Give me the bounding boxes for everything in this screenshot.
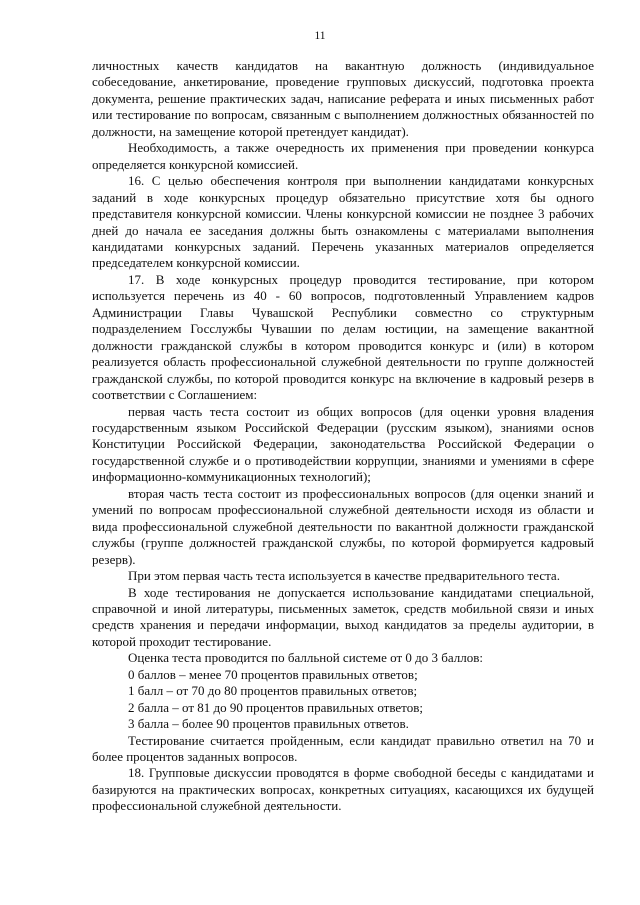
scoring-item: 0 баллов – менее 70 процентов правильных ответов; [128,666,418,682]
paragraph-scoring-intro: Оценка теста проводится по балльной системе от 0 до 3 баллов: [128,650,483,666]
paragraph-test-part-one: первая часть теста состоит из общих вопросов (для оценки уровня владения государственным языком Российской Федерации (русским языком), знаниями основ Конституции Российской Федерации, законодательства Российской Федерации о государственной службе и о противодействии коррупции, знаниями и умениями в сфере информационно-коммуникационных технологий); [92,403,594,485]
scoring-item: 3 балла – более 90 процентов правильных ответов. [128,716,409,732]
paragraph: Необходимость, а также очередность их применения при проведении конкурса определяется конкурсной комиссией. [92,140,594,172]
paragraph-test-part-two: вторая часть теста состоит из профессиональных вопросов (для оценки знаний и умений по вопросам профессиональной служебной деятельности исходя из области и вида профессиональной служебной деятельности по вакантной должности гражданской службы (группе должностей гражданской службы, по которой формируется кадровый резерв). [92,485,594,567]
page-number: 11 [314,30,326,42]
paragraph: В ходе тестирования не допускается использование кандидатами специальной, справочной и иной литературы, письменных заметок, средств мобильной связи и иных средств хранения и передачи информации, выход кандидатов за пределы аудитории, в которой проходит тестирование. [92,584,594,649]
paragraph-item-17: 17. В ходе конкурсных процедур проводится тестирование, при котором используется перечень из 40 - 60 вопросов, подготовленный Управлением кадров Администрации Главы Чувашской Республики совместно со структурным подразделением Госслужбы Чувашии по делам юстиции, на замещение вакантной должности гражданской службы в котором проводится конкурс и (или) в котором реализуется область профессиональной служебной деятельности по группе должностей гражданской службы, по которой проводится конкурс на включение в кадровый резерв в соответствии с Соглашением: [92,271,594,403]
paragraph: При этом первая часть теста используется в качестве предварительного теста. [128,568,560,584]
paragraph: Тестирование считается пройденным, если кандидат правильно ответил на 70 и более процентов заданных вопросов. [92,732,594,765]
paragraph-continuation: личностных качеств кандидатов на вакантную должность (индивидуальное собеседование, анкетирование, проведение групповых дискуссий, подготовка проекта документа, решение практических задач, написание реферата и иных письменных работ или тестирование по вопросам, связанным с выполнением должностных обязанностей по должности, на замещение которой претендует кандидат). [92,58,594,139]
scoring-item: 2 балла – от 81 до 90 процентов правильных ответов; [128,699,423,715]
scoring-item: 1 балл – от 70 до 80 процентов правильных ответов; [128,683,418,699]
document-body [92,58,594,815]
paragraph-item-16: 16. С целью обеспечения контроля при выполнении кандидатами конкурсных заданий в ходе конкурсных процедур обязательно присутствие хотя бы одного представителя конкурсной комиссии. Члены конкурсной комиссии не позднее 3 рабочих дней до начала ее заседания должны быть ознакомлены с материалами выполнения кандидатами конкурсных заданий. Перечень указанных материалов определяется председателем конкурсной комиссии. [92,173,594,271]
paragraph-item-18: 18. Групповые дискуссии проводятся в форме свободной беседы с кандидатами и базируются на практических вопросах, конкретных ситуациях, касающихся их будущей профессиональной служебной деятельности. [92,765,594,814]
